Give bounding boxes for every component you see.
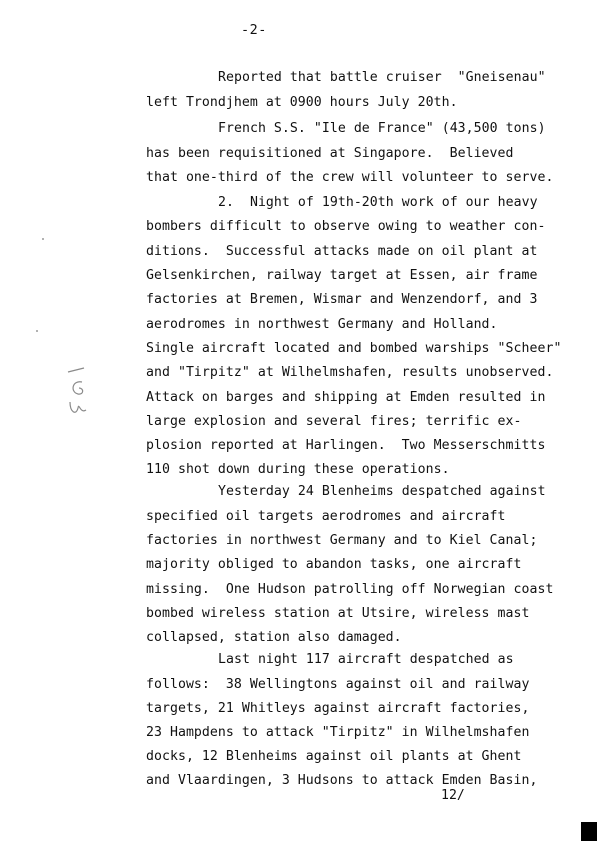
paper-speck (42, 238, 44, 240)
text-line: Single aircraft located and bombed warships "Scheer" (146, 341, 562, 356)
text-line: has been requisitioned at Singapore. Believed (146, 146, 514, 161)
text-line: Last night 117 aircraft despatched as (218, 652, 514, 667)
text-line: and "Tirpitz" at Wilhelmshafen, results unobserved. (146, 365, 554, 380)
scan-edge-shadow (581, 822, 597, 841)
text-line: French S.S. "Ile de France" (43,500 tons) (218, 121, 546, 136)
text-line: bombed wireless station at Utsire, wireless mast (146, 606, 530, 621)
text-line: large explosion and several fires; terrific ex- (146, 414, 522, 429)
page-number: -2- (241, 22, 267, 38)
text-line: specified oil targets aerodromes and aircraft (146, 509, 506, 524)
text-line: Gelsenkirchen, railway target at Essen, air frame (146, 268, 538, 283)
text-line: follows: 38 Wellingtons against oil and railway (146, 677, 530, 692)
text-line: and Vlaardingen, 3 Hudsons to attack Emden Basin, (146, 773, 538, 788)
text-line: 2. Night of 19th-20th work of our heavy (218, 195, 538, 210)
text-line: Attack on barges and shipping at Emden resulted in (146, 390, 546, 405)
text-line: Reported that battle cruiser "Gneisenau" (218, 70, 546, 85)
text-line: majority obliged to abandon tasks, one aircraft (146, 557, 522, 572)
text-line: factories in northwest Germany and to Kiel Canal; (146, 533, 538, 548)
text-line: factories at Bremen, Wismar and Wenzendorf, and 3 (146, 292, 538, 307)
text-line: left Trondjhem at 0900 hours July 20th. (146, 95, 458, 110)
text-line: ditions. Successful attacks made on oil plant at (146, 244, 538, 259)
text-line: aerodromes in northwest Germany and Holland. (146, 317, 498, 332)
text-line: 110 shot down during these operations. (146, 462, 450, 477)
handwritten-margin-annotation-icon (62, 366, 92, 424)
text-line: collapsed, station also damaged. (146, 630, 402, 645)
text-line: targets, 21 Whitleys against aircraft factories, (146, 701, 530, 716)
text-line: that one-third of the crew will volunteer to serve. (146, 170, 554, 185)
text-line: docks, 12 Blenheims against oil plants at Ghent (146, 749, 522, 764)
text-line: 23 Hampdens to attack "Tirpitz" in Wilhelmshafen (146, 725, 530, 740)
text-line: missing. One Hudson patrolling off Norwegian coast (146, 582, 554, 597)
catchword: 12/ (441, 788, 465, 803)
paper-speck (36, 330, 38, 332)
text-line: plosion reported at Harlingen. Two Messerschmitts (146, 438, 546, 453)
text-line: Yesterday 24 Blenheims despatched against (218, 484, 546, 499)
text-line: bombers difficult to observe owing to weather con- (146, 219, 546, 234)
